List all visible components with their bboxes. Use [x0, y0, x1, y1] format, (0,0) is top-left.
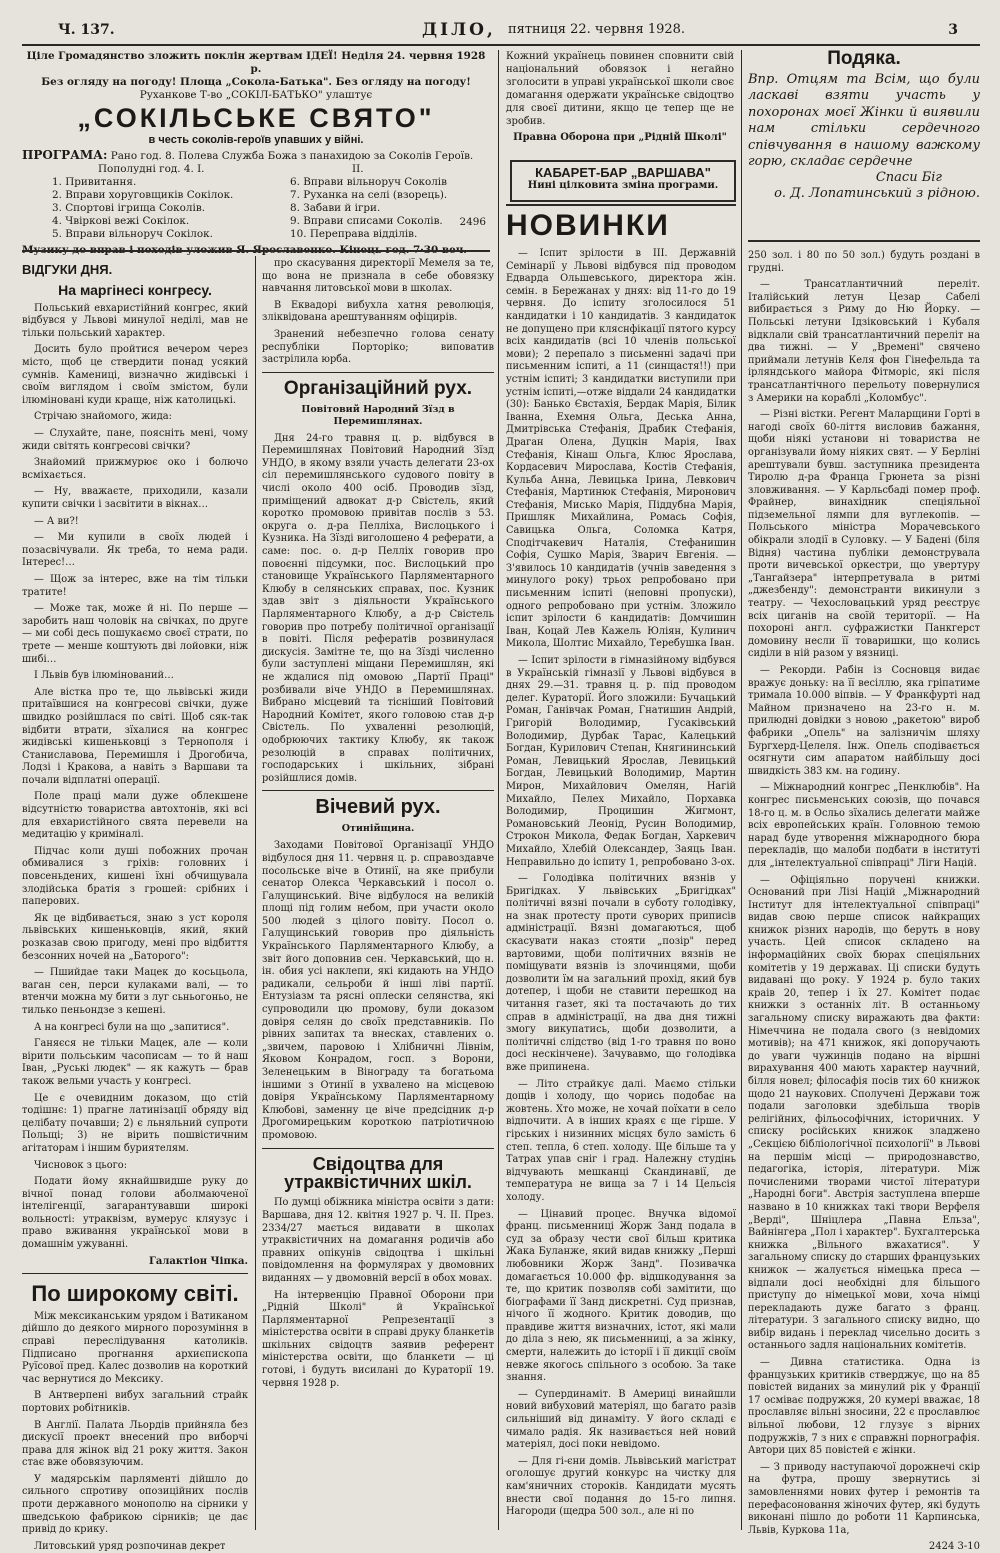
afternoon: Пополудні год. 4. I.: [98, 163, 205, 175]
paragraph: — Офіціяльно поручені книжки. Оснований при Лізі Націй „Міжнародний Інститут для інтелектуальної співпраці" видав свою перше список найкращих книжок різних народів, що беруть в нову участь. Цей список складено на інформаційних своїх бюрах спеціяльних комітетів у 19 державах. Ці списки будуть видавані що року. У 1924 р. було таких краів 20, тепер і їх 27. Комітет подає книжки з останніх літ. В останньому загальному списку виражають два факти: Німеччина не подала свого (з невідомих мотивів); на 471 книжок, які допоручають до уваги чужинців подано на віршні вирахування 400 мають характер научний, білля новел; філосафія посів тих 60 книжок щодо 21 наукових. Сполучені Держави тож подали заголовки здебільша творів релігійних, фільософічних, історичних. У списку російських книжок зладжено „Секцією бібліологічної психології" в Львові на першім місці — природознавство, педагогіка, історія, літератури. Між почисленими творами чистої літератури „Народні боги". Австрія заступлена вперше названо в 10 книжках такі твори Верфеля „Верді", Шніцлера „Павна Ельза", Вайнінгера „Пол і характер". Бухгалтерська книжка „Вільного вжахатися". У загальному списку до старших французьких книжок — жалується німецька преса — відпали досі необхідні для більшого приступу до німецької мови, хоча німці перекладають дуже багато з франц. літератури. З загального списку видно, що вибір видань і переклад чисельно досить з останнього задля національних комітетів.: [748, 874, 980, 1352]
part-two: II.: [352, 163, 364, 175]
thanks-body: Впр. Отцям та Всім, що були ласкаві взяти участь у похоронах моєї Жінки й виявили нам стільки сердечного співчування в нашому важкому горю, складає сердечне: [748, 72, 980, 170]
article-title: На маргінесі конгресу.: [58, 282, 212, 298]
issue-date: пятниця 22. червня 1928.: [508, 22, 686, 37]
thanks-notice: [748, 46, 980, 244]
paragraph: — А ви?!: [34, 515, 79, 527]
items-left: [52, 176, 233, 241]
program-item: 1. Привитання.: [52, 176, 137, 188]
paragraph: Зранений небезпечно голова сенату республіки Порторіко; виповатив застрілила юрба.: [262, 328, 494, 366]
program-item: 9. Вправи списами Соколів.: [290, 215, 443, 227]
program-intro: Рано год. 8. Полева Служба Божа з панахидою за Соколів Героїв.: [110, 150, 474, 162]
paragraph: Як це відбивається, знаю з уст короля львівських кишеньковців, який, який розказав свою пригоду, мені про відбиття безсонних ночей на „Баторого":: [22, 912, 248, 962]
paragraph: — Рекорди. Рабін із Сосновця видає вражує доньку: на її весіллю, яка гріпатиме тримала 10.000 віпвів. — У Франкфурті над Майном призначено на 23-го н. м. прилюдні довідки з новою „ракетою" вироб фабрики „Опель" на залізничім шляху Бургхерд-Целеля. Інж. Опель сподівається осягнути сим апаратом найбільшу досі швидкість 383 км. на годину.: [748, 665, 980, 777]
afternoon-line: [22, 163, 490, 176]
page-number: 3: [948, 22, 958, 38]
paragraph: — Ми купили в своїх людей і позасвічували. Як треба, то нема ради. Інтерес!…: [22, 532, 248, 569]
paragraph: Але вістка про те, що львівські жиди притаївшися на конгресові свічки, дуже швидко розійшлася по світі. Щоб сяк-так відбити втрати, зїхалися на конгрес жидівські кишеньковці з Тернополя і Станиславова, Перемишля і Дрогобича, Лодзі і Кракова, а навіть з Варшави та почали відплатні операції.: [22, 686, 248, 786]
paragraph: 250 зол. і 80 по 50 зол.) будуть роздані в грудні.: [748, 250, 980, 274]
world-title: По широкому світі.: [31, 1280, 239, 1306]
issue-number: Ч. 137.: [58, 22, 115, 38]
kabaret-name: КАБАРЕТ-БАР „ВАРШАВА": [535, 165, 711, 180]
paper-name: ДІЛО,: [422, 20, 496, 40]
thanks-title: Подяка.: [827, 48, 901, 69]
program-item: 5. Вправи вільноруч Сокілок.: [52, 228, 213, 240]
program-item: 3. Спортові ігрища Соколів.: [52, 202, 206, 214]
column-1: [22, 258, 249, 1552]
paragraph: — Міжнародний конгрес „Пенклюбів". На конгрес письменських союзів, що почався 18-го ц. м. в Осльо зїхались делегати майже всіх европейських країн. Головною темою нарад буде утворення міжнародного бюра перекладів, що малоби подбати в інституті для „інтелектуальної співпраці" Ліги Націй.: [748, 782, 980, 869]
paragraph: — Може так, може й ні. По перше — заробить наш чоловік на свічках, по друге — ми собі десь пошукаємо своєї страти, по трете — менше коштують дві лойовки, ніж шибі…: [22, 603, 248, 665]
paragraph: — Голодівка політичних вязнів у Бригідках. У львівських „Бригідках" політичні вязні почали в суботу голодівку, на знак протесту проти суворих приписів адміністрації. Вязні домагаються, щоб скасувати наказ стояти „позір" перед вартовими, щоби політичних вязнів не поміщувати вязнів із злочинцями, щоби дозволити їм на загальний прохід, який був дотепер, і щоби не ставити перешкод на читання газет, які та постачають до тих справ в адміністрації, на два дня тижні змогу викупатись, щоби дозволити, а політичні слідство (від 1-го травня по воно досі нескінчене). Зачувавмо, що голодівка вже припинена.: [506, 873, 736, 1073]
vich-title: Вічевий рух.: [315, 796, 441, 819]
paragraph: Між мексиканським урядом і Ватиканом дійшло до деякого мирного порозуміння в справі переслідування католиків. Підписано прогнання архиєпископа Руїсової пред. Калес дозволив на короткий час вернутися до Мексику.: [22, 1310, 248, 1385]
paragraph: — Різні вістки. Регент Маларщини Горті в нагоді своїх 60-ліття висловив бажання, щоби ніякі установи ні товариства не організували йому ніяких свят. — У Берліні арештували бувш. заступника президента Тиролю д-ра Франца Грюнета за різні зловживання. — У Карльсбаді помер проф. Фрайнер, винахідник спеціяльної підземельної лямпи для вуглекопів. — Польського міністра Морачевського обікрали злодії в Суловку. — У Бадені (біля Відня) частина публіки демонструвала проти вичевської оркестри, що увертуру „Тангайзера" інтерпретувала в ритмі „джезбенду": демонстранти викинули з театру. — Чехословацький уряд реєструє всіх циганів на своїй території. — На похороні англ. суфражистки Панкгерст домовину несли її товаришки, що колись сиділи в ній разом у вязниці.: [748, 409, 980, 660]
program-item: 2. Вправи хоруговщиків Сокілок.: [52, 189, 234, 201]
program-item: 6. Вправи вільноруч Соколів: [290, 176, 447, 188]
column-2: [262, 258, 494, 1528]
paragraph: — Для гі-єни домів. Львівський магістрат оголошує другий конкурс на чистку для кам'яничних стороків. Кандидати мусять внести свої подання до 15-го липня. Нагороди (щедра 500 зол., але ні по: [506, 1455, 736, 1518]
paragraph: — Іспит зрілости в III. Державній Семінарії у Львові відбувся під проводом Едварда Ольшевського, директора жін. семін. в Бережанах у днях: від 11-го до 19 червня. До іспиту зголосилося 51 кандидатки і 10 кандидатів. З кандидаток не допущено при кляснфікації пятого курсу всіх кандидатів (всі 10 членів польської мови); 2 перепало з письменні задачі при письменним іспиті, а 11 (синщастя!!) при устнім іспиті; 3 кандидатки виступили при устнім іспиті,—отже віддали 24 кандидатки (30): Банько Євстахія, Бердак Марія, Білик Іванна, Ехемня Ольга, Деська Анна, Дмитрівська Стефанія, Драбик Стефанія, Драган Олена, Дуцкін Марія, Івах Стефанія, Кінаш Ольга, Клюс Ярослава, Кордасевич Мирослава, Костів Стефанія, Кульба Анна, Левицька Ірина, Левкович Стефанія, Мартинюк Стефанія, Миронович Стефанія, Мисько Марія, Піддубна Марія, Пришляк Михайлина, Ромась Софія, Савицька Ольга, Соломка Катря, Сподітчакевич Наталія, Стефанишин Софія, Сушко Марія, Зварич Евгенія. — З'явилось 10 кандидатів (учнів заведення з минулого року) трьох репробовано при письменним іспиті (неповні пропуски), одного репробовано при устнім. Зложило іспит зрілости 6 кандидатів: Домчишин Іван, Коцай Лев Кажель Юліян, Кулинич Микола, Шолтис Михайло, Теребушка Іван.: [506, 248, 736, 650]
paragraph: Це є очевидним доказом, що стій тодішнє: 1) прагне латинізації обряду від целібату почавши; 2) є льняльний супроти Польщі; 3) не вірить пошвістичним агітаторам і іншим буриятелям.: [22, 1092, 248, 1154]
kabaret-ad: [510, 160, 736, 202]
paragraph: На інтервенцію Правної Оборони при „Рідній Школі" й Української Парляментарної Репрезентації з міністерства освіти в справі друку бланкетів шкільних свідоцтв заявив референт міністерства освіти, що бланкети — ці готові, і будуть висилані до Кураторії 19. червня 1928 р.: [262, 1289, 494, 1389]
program-item: 8. Забави й ігри.: [290, 202, 381, 214]
program-item: 4. Чвірковi вежі Сокілок.: [52, 215, 190, 227]
paragraph: І Львів був ілюмінований…: [34, 670, 174, 682]
paragraph: Чисновок з цього:: [34, 1159, 127, 1171]
program-line: [22, 149, 490, 163]
paragraph: Знайомий прижмурює око і болючо всміхається.: [22, 457, 248, 481]
column-4: [748, 250, 980, 1553]
paragraph: — Іспит зрілости в гімназійному відбувся в Українській гімназії у Львові відбувся в днях 29.—31. травня ц. р. під проводом делег. Кураторії. Його зложили: Бучацький Роман, Ганівчак Роман, Гнатишин Андрій, Григорій Володимир, Гусаківський Володимир, Дурбак Тарас, Калецький Богдан, Курилович Степан, Княгининський Роман, Левицький Ярослав, Левицький Богдан, Левицький Володимир, Мартин Мирон, Михайлович Омелян, Нагій Михайло, Пелех Михайло, Порхавка Володимир, Процишин Жигмонт, Романовський Леонід, Русин Володимир, Строкон Микола, Федак Богдан, Харкевич Михайло, Хлебій Олександер, Заяць Іван. Неправильно до іспиту 1, репробовано 3-ох.: [506, 655, 736, 868]
paragraph: По думці обіжника міністра освіти з дати: Варшава, дня 12. квітня 1927 р. Ч. ІІ. През. 2334/27 мається видавати в школах утраквістичних на домагання родичів або правних опікунів свідоцтва і шкільні повідомлення на формулярах у двомовних виданнях — у двомовній версії в обох мовах.: [262, 1197, 494, 1284]
paragraph: — Цінавий процес. Внучка відомої франц. письменниці Жорж Занд подала в суд за образу чести свої більш критика Жака Буланже, який видав книжку „Перші любовники Жорж Занд". Позивачка домагається 10.000 фр. відшкодування за те, що критик позволяв собі замітити, що біографами її Занд дискретні. Суд признав, нічого її жодного. Критик доводив, що правдиве життя визначних, істот, які мали до діла з нею, як письменниці, а за жінку, смерти, належить до історії і її дикції своїм невже якогось спільного з особою. За таке знання.: [506, 1208, 736, 1384]
paragraph: — З приводу наступаючої дорожнечі скір на футра, прошу звернутись зі замовленнями нових футер і ремонтів та перефасоновання жіночих футер, які будуть виконані пішло до роботи 11 Карпинська, Львів, Куркова 11а,: [748, 1461, 980, 1536]
festival-subtitle: в честь соколів-героїв упавших у війні.: [148, 134, 364, 146]
author-signature: Галактіон Чіпка.: [148, 1255, 248, 1267]
paragraph: А на конгресі були на що „запитися".: [34, 1021, 230, 1033]
paragraph: Кожний українець повинен сповнити свій національний обовязок і негайно зголосити в управі української школи своє домагання одержати українське свідоцтво для своєї дитини, якщо це тепер ще не зробив.: [506, 51, 734, 127]
kabaret-line: Нині цілковита зміна програми.: [527, 180, 719, 191]
paragraph: — Пшийдае таки Мацек до косьцьола, ваган сен, перси кулаками валі, — то втенчи можна му бити з луг сьньогоньо, не тилько пеньондзе з кешені.: [22, 967, 249, 1016]
column-rule: [255, 256, 256, 1530]
thanks-signature: о. Д. Лопатинський з рідною.: [774, 186, 980, 202]
paragraph: Литовський уряд розпочинав декрет: [34, 1540, 226, 1552]
thanks-divider: [748, 240, 980, 242]
paragraph: Польський евхаристійний конгрес, який відбувся у Львові минулої неділі, мав не тільки польський характер.: [22, 302, 248, 339]
sokil-festival-ad: [22, 50, 490, 248]
novynky-title: НОВИНКИ: [506, 209, 670, 242]
paragraph: про скасування директорії Мемеля за те, що вона не признала в себе обовязку навчання литовської мови в школах.: [262, 258, 494, 295]
column-rule: [498, 50, 499, 1530]
org-subtitle: Повітовий Народний Зїзд в Перемишлянах.: [301, 403, 455, 427]
school-notice: [506, 50, 734, 154]
paragraph: Подати йому якнайшвидше руку до вічної понад голови аболмаюченої інтелігенції, загарантувавши широкі вольності: утраквізм, вумерус кляузус і право вживання української мови в домашнім ужуванні.: [22, 1176, 248, 1251]
program-items: [22, 176, 490, 244]
program-item: 7. Руханка на селі (взорець).: [290, 189, 448, 201]
ad-divider: [22, 250, 490, 252]
thanks-spasy: Спаси Біг: [875, 170, 942, 186]
paragraph: У мадярськім парляменті дійшло до сильного спротиву опозиційних послів проти державного монополю на сірники у шведською фабрикою сірників; це дає привід до крику.: [22, 1473, 248, 1536]
paragraph: — Супердинаміт. В Америці винайшли новий вибуховий матеріял, що багато разів сильніший від динаміту. У його складі є чимало радія. Як називається ней новий матеріял, досі поки невідомо.: [506, 1388, 736, 1451]
ad-number: 2496: [459, 216, 486, 228]
paragraph: — Трансатлантичний переліт. Італійський летун Цезар Сабелі вибирається з Риму до Ню Йорку. — Польські летуни Ідзіковський і Кубаля відклали свій трансатлантичний переліт на два тижні. — У „Времені" свячено приймали летунів Келя фон Гінефельда та ірляндського майора Фітморіс, які після трансатлантічного перельоту повернулися з Америки на кораблі „Коломбус".: [748, 279, 980, 404]
masthead: [22, 20, 980, 46]
program-label: ПРОГРАМА:: [22, 148, 108, 162]
paragraph: — Ну, вважаєте, приходили, казали купити свічки і засвітити в вікнах…: [22, 486, 248, 510]
ad-number: 2424 3-10: [928, 1541, 980, 1553]
paragraph: — Літо страйкує далі. Маємо стільки дощів і холоду, що чорись подобає на жовтень. Хто може, не хочай поїхати в село відпочити. А в інших краях є ще гірше. У гірських і низинних місцях було замість 6 степ. тепла, 6 степ. холоду. Ще більше та у Татрах упав сніг і град. Належну студінь відчувають мешканці Скандинавії, де температура не вища за 7 і 14 Цельсія холоду.: [506, 1078, 736, 1203]
paragraph: — Щож за інтерес, вже на тім тільки тратите!: [22, 573, 248, 598]
paragraph: Підчас коли душі побожних прочан обмивалися з гріхів: головних і повсеньдених, кишені їхні обчищувала злодійська братія з грошей: срібних і паперових.: [22, 845, 248, 908]
novynky-divider: [506, 204, 736, 206]
vich-subtitle: Отинійщина.: [341, 823, 415, 835]
program-item: 10. Переправа відділів.: [290, 228, 418, 240]
org-title: Організаційний рух.: [283, 377, 473, 399]
notice-signature: Правна Оборона при „Рідній Школі": [513, 132, 727, 143]
paragraph: Досить було пройтися вечером через місто, щоб це ствердити понад усякий сумнів. Камениці, визначно жидівські і своїм виглядом і своїм змістом, були ілюміновані куди краще, ніж католицькі.: [22, 344, 248, 406]
paragraph: Заходами Повітової Організації УНДО відбулося дня 11. червня ц. р. справоздавче посольське віче в Отинії, на яке прибули сенатор Олекса Черкавський і посол о. Галущинський. Віче відбулося на великій площі під голим небом, при участи около 500 людей з цілого повіту. Посол о. Галущинський говорив про діяльність Українського Парляментарного Клюбу, а звіт його доповнив сен. Черкавський, що н. ін. обия усі наклепи, які кидають на УНДО радикали, сельроби й інші ліві партії. Ентузіазм та рясні оплески селянства, які супроводили цю промову, були доказом довіря селян до своїх представників. По рівних запитах та внесках, ставлених о. „звичем, паровою і Хлібничні Лівнім, Яковом Конрадом, госп. з Ворони, Зеленецьким в Вінограду та богатьома іншими з Отинії в ухвалено на місцевою довіря Українському Парляментарному Клюбові, заменну це віче предсідник д-р Дрогомирецьким короткою патріотичною промовою.: [262, 840, 494, 1141]
ad-line: Ціле Громадянство зложить поклін жертвам ІДЕЇ! Неділя 24. червня 1928 р.: [26, 50, 486, 75]
paragraph: Поле праці мали дуже облекшене відсутністю товариства автохтонів, які всі для евхаристійного свята перевели на медитацію у криміналі.: [22, 791, 248, 841]
paragraph: — Слухайте, пане, поясніть мені, чому жиди світять конгресові свічки?: [22, 428, 248, 452]
ad-line: Без огляду на погоду! Площа „Сокола-Батька". Без огляду на погоду!: [41, 76, 471, 88]
section-kicker: ВІДГУКИ ДНЯ.: [22, 262, 113, 277]
paragraph: Дня 24-го травня ц. р. відбувся в Перемишлянах Повітовий Народний Зїзд УНДО, в якому взяли участь делегати 23-ох сіл перемишлянського судового повіту в числі около 400 осіб. Проводив зїзд, приміщений адвокат д-р Свістель, який коротко промовою привітав послів з 53. округа о. д-ра Пелліха, Вислоцького і Кузника. На Зїзді виголошено 4 реферати, а саме: пос. о. д-р Пелліх говорив про повоєнні підсумки, пос. Вислоцький про становище Українського Парляментарного Клюбу в селянських справах, пос. Кузник здав звіт з діяльности Українського Парляментарного Клюбу, а д-р Свістель говорив про потребу політичної організації в повіті. Після рефератів розвинулася дискусія. Замітне те, що на Зїзді численно були заступлені міщани Перемишлян, які не ждалися під омовою „Партії Праці" розбивали віче УНДО в Перемишлянах. Вибрано місцевий та тісніший Повітовий Народний Комітет, якого головою став д-р Свістель. По ухваленні резолюцій, одобрюючих тактику Клюбу, як також резолюцій в справах політичних, господарських і шкільних, зібрані розійшлися домів.: [262, 432, 494, 784]
column-rule: [741, 50, 742, 1530]
items-right: [290, 176, 447, 241]
paragraph: Ганяєся не тільки Мацек, але — коли вірити польським часописам — то й наш Іван, „Руські людек" — як кажуть — брав також вельми участь у конгресі.: [22, 1038, 248, 1087]
paragraph: В Антверпені вибух загальний страйк портових робітників.: [22, 1390, 248, 1414]
column-3: [506, 208, 736, 1528]
paragraph: В Еквадорі вибухла хатня революція, зліквідована арештуванням офіцирів.: [262, 299, 494, 324]
festival-title: „СОКІЛЬСЬКЕ СВЯТО": [77, 103, 435, 133]
ad-line: Руханкове Т-во „СОКІЛ-БАТЬКО" улаштує: [139, 89, 373, 101]
svid-title: Свідоцтва для утраквістичних шкіл.: [284, 1153, 472, 1193]
paragraph: — Дивна статистика. Одна із французьких критиків стверджує, що на 85 повістей виданих за минулий рік у Франції 17 осміває подружжя, 20 кумері вважає, 18 прославляє вільні зносини, 22 є прославлює вільної любови, 12 глузує з вірних подружжів, 7 з них є справжні порнографія. Автори цих 85 повістей є жінки.: [748, 1357, 980, 1457]
paragraph: В Англії. Палата Льордів прийняла без дискусії проект внесений про виборчі права для жінок від 21 року життя. Закон стає вже обовязуючим.: [22, 1419, 248, 1469]
paragraph: Стрічаю знайомого, жида:: [34, 411, 172, 423]
